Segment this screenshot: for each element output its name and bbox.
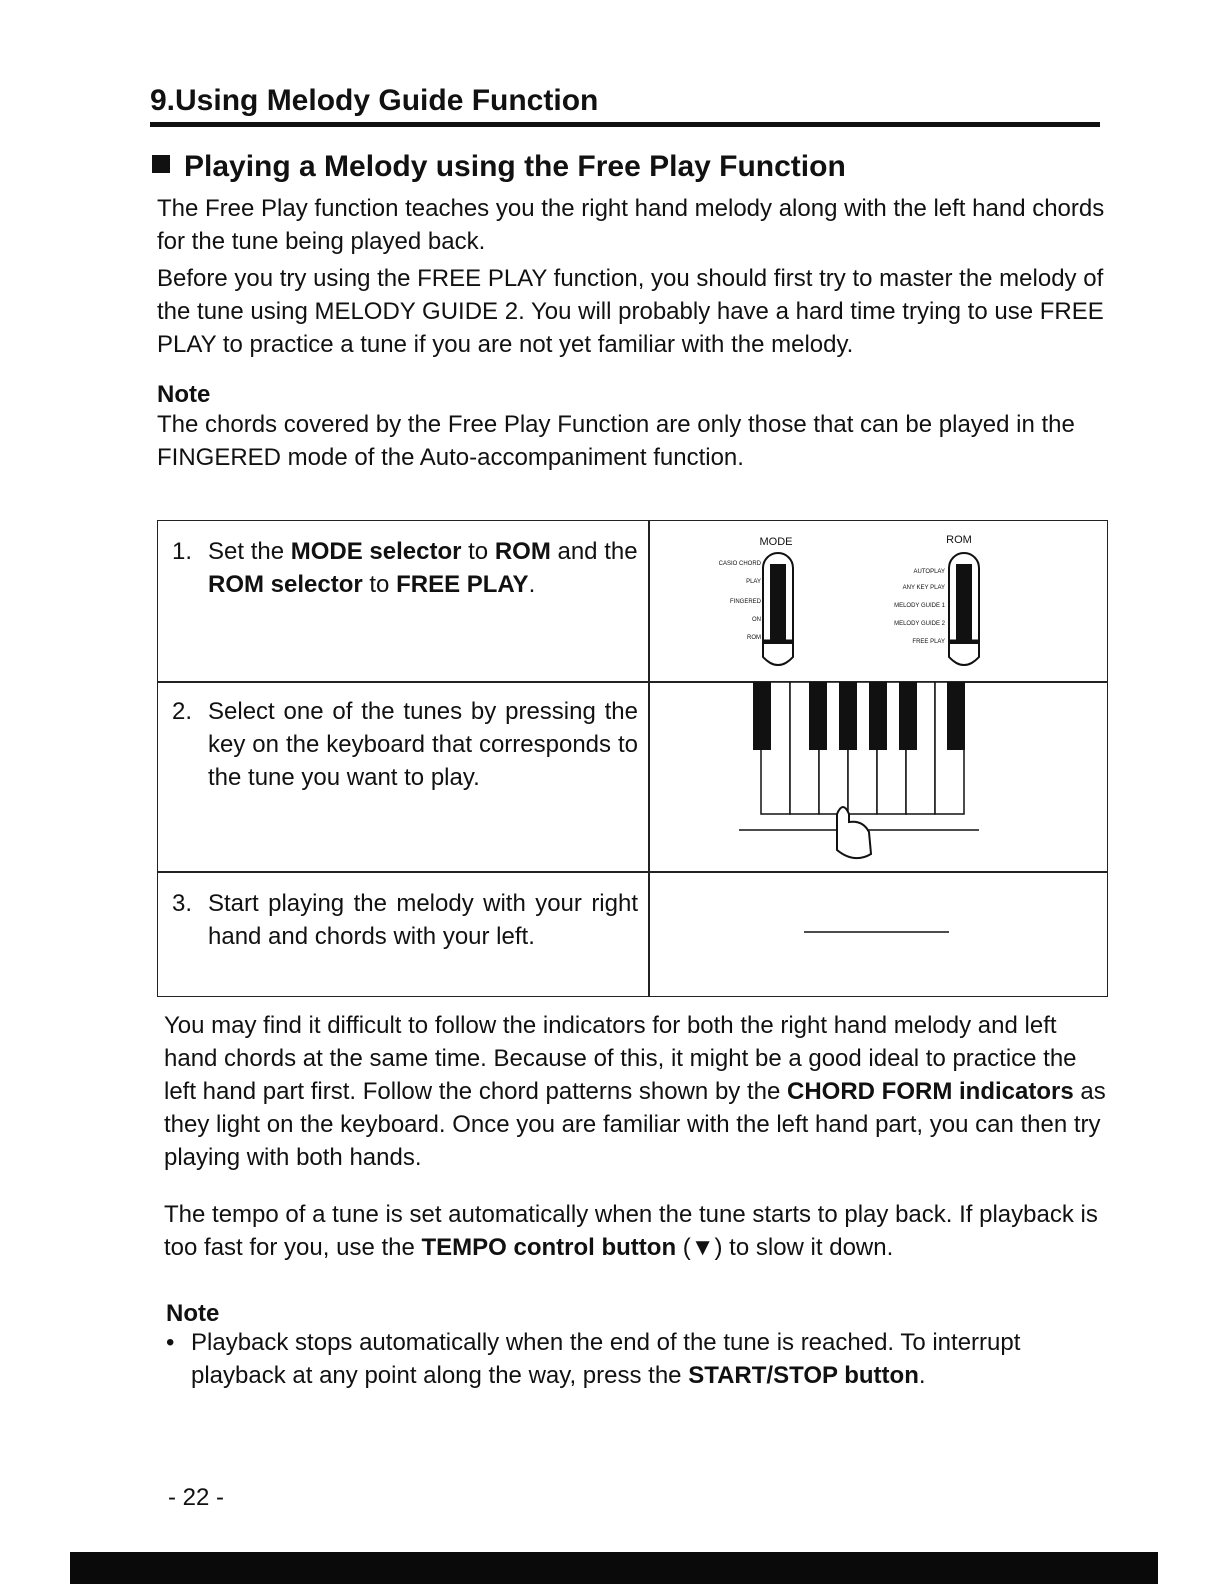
- note-label: Note: [157, 381, 211, 408]
- mode-label: MODE: [759, 536, 793, 548]
- blank-figure: [649, 872, 1107, 996]
- intro-paragraph-2: Before you try using the FREE PLAY function, you should first try to master the melody of the tune using MELODY GUIDE 2. You will probably have a hard time trying to use FREE PLAY to practice a tune if you are not yet familiar with the melody.: [157, 265, 1104, 358]
- note-bullet-icon: •: [166, 1329, 175, 1356]
- svg-text:PLAY: PLAY: [746, 579, 761, 585]
- note-2-text: Playback stops automatically when the end of the tune is reached. To interrupt playback at any point along the way, press the START/STOP button.: [191, 1329, 1021, 1389]
- rom-selector-switch: [949, 553, 979, 665]
- steps-table: [157, 520, 1108, 997]
- svg-text:FINGERED: FINGERED: [729, 599, 761, 605]
- step-1-text: Set the MODE selector to ROM and the ROM selector to FREE PLAY.: [208, 538, 638, 598]
- svg-text:MELODY GUIDE 2: MELODY GUIDE 2: [894, 621, 945, 627]
- white-keys: [761, 682, 964, 814]
- svg-text:FREE PLAY: FREE PLAY: [912, 639, 945, 645]
- svg-text:ANY KEY PLAY: ANY KEY PLAY: [902, 585, 945, 591]
- step-number: 1.: [172, 538, 193, 565]
- mode-selector-switch: [763, 553, 793, 665]
- note-text: The chords covered by the Free Play Function are only those that can be played in the FINGERED mode of the Auto-accompaniment function.: [157, 411, 1075, 471]
- step-number: 3.: [172, 890, 193, 917]
- section-title: 9.Using Melody Guide Function: [150, 84, 599, 117]
- square-bullet-icon: [152, 155, 170, 173]
- body-paragraph-1: You may find it difficult to follow the indicators for both the right hand melody and left hand chords at the same time. Because of this, it might be a good ideal to practice the left hand part first. Follow the chord patterns shown by the CHORD FORM indicators as they light on the keyboard. Once you are familiar with the left hand part, you can then try playing with both hands.: [164, 1012, 1106, 1171]
- page-number: - 22 -: [168, 1484, 225, 1511]
- svg-text:CASIO CHORD: CASIO CHORD: [718, 561, 761, 567]
- keyboard-figure: [649, 682, 1107, 871]
- intro-paragraph-1: The Free Play function teaches you the right hand melody along with the left hand chords for the tune being played back.: [157, 195, 1105, 255]
- rom-label: ROM: [946, 534, 972, 546]
- section-rule: [150, 122, 1100, 127]
- mode-options: [719, 561, 762, 641]
- rom-options: [894, 569, 946, 645]
- step-number: 2.: [172, 698, 193, 725]
- step-2-text: Select one of the tunes by pressing the key on the keyboard that corresponds to the tune you want to play.: [208, 698, 638, 791]
- heading-text: Playing a Melody using the Free Play Function: [184, 150, 846, 183]
- svg-text:MELODY GUIDE 1: MELODY GUIDE 1: [894, 603, 945, 609]
- selector-switches-figure: [649, 521, 1107, 681]
- bottom-bar: [70, 1552, 1158, 1584]
- svg-text:ON: ON: [752, 617, 761, 623]
- step-3-text: Start playing the melody with your right hand and chords with your left.: [208, 890, 638, 950]
- body-paragraph-2: The tempo of a tune is set automatically when the tune starts to play back. If playback is too fast for you, use the TEMPO control button (▼) to slow it down.: [164, 1201, 1098, 1261]
- heading: [152, 150, 846, 184]
- note-label-2: Note: [166, 1300, 220, 1327]
- svg-text:AUTOPLAY: AUTOPLAY: [913, 569, 945, 575]
- svg-text:ROM: ROM: [747, 635, 761, 641]
